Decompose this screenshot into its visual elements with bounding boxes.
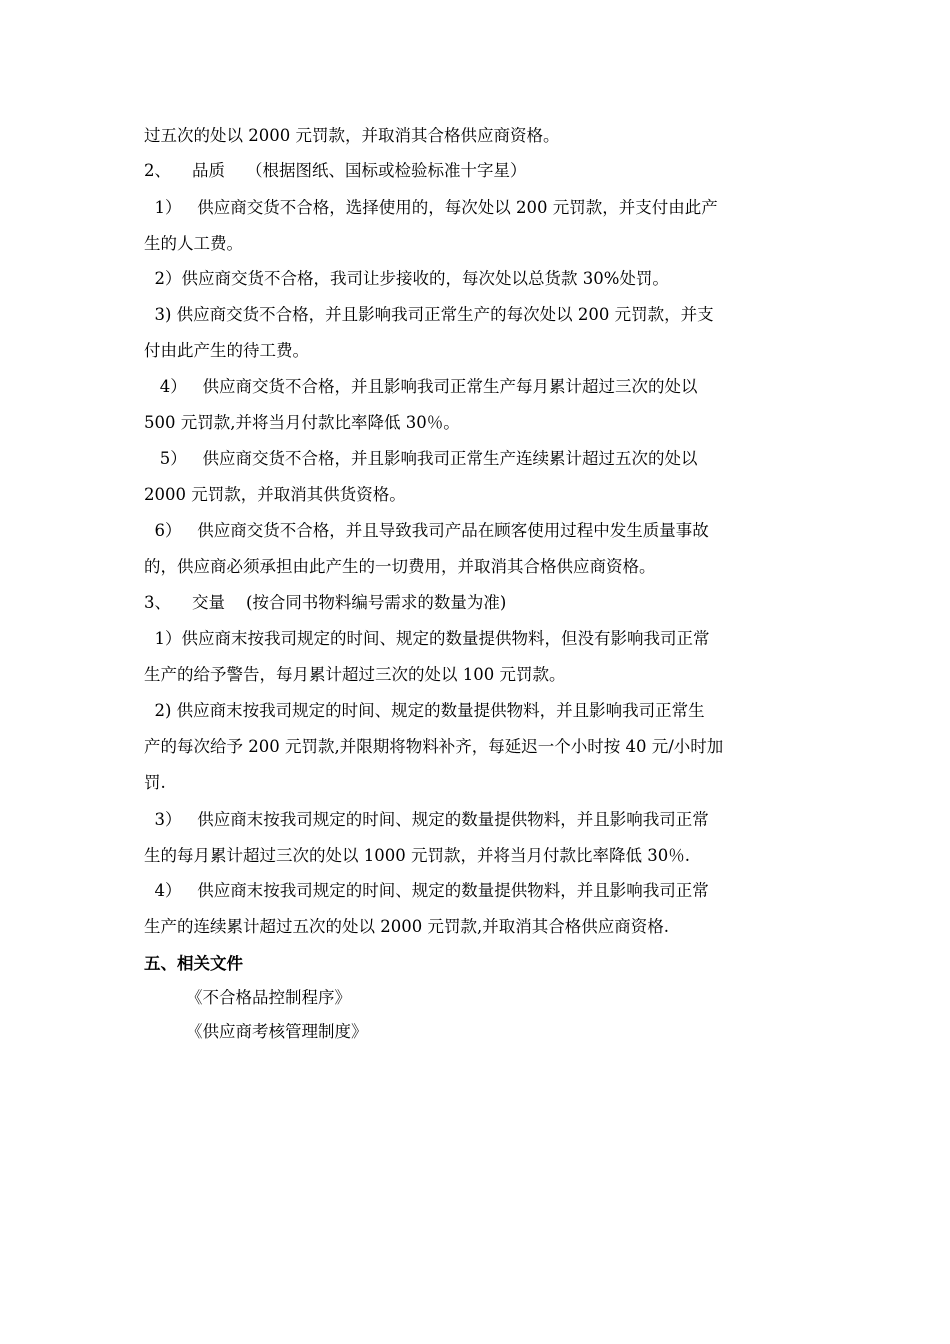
section-2-heading: 2、 品质 （根据图纸、国标或检验标准十字星） <box>144 161 527 180</box>
text-line: 3） 供应商末按我司规定的时间、规定的数量提供物料，并且影响我司正常 <box>144 810 709 829</box>
text-line: 4） 供应商末按我司规定的时间、规定的数量提供物料，并且影响我司正常 <box>144 881 709 900</box>
text-line: 罚. <box>144 773 166 792</box>
text-line: 的，供应商必须承担由此产生的一切费用，并取消其合格供应商资格。 <box>144 557 656 576</box>
section-3-heading: 3、 交量 (按合同书物料编号需求的数量为准) <box>144 593 507 612</box>
related-doc-1: 《不合格品控制程序》 <box>144 988 351 1007</box>
text-line: 500 元罚款,并将当月付款比率降低 30％。 <box>144 413 460 432</box>
text-line: 生的人工费。 <box>144 234 243 253</box>
text-line: 生产的连续累计超过五次的处以 2000 元罚款,并取消其合格供应商资格. <box>144 917 669 936</box>
text-line: 付由此产生的待工费。 <box>144 341 309 360</box>
text-line: 生产的给予警告，每月累计超过三次的处以 100 元罚款。 <box>144 665 566 684</box>
text-line: 1）供应商末按我司规定的时间、规定的数量提供物料，但没有影响我司正常 <box>144 629 710 648</box>
text-line: 2）供应商交货不合格，我司让步接收的，每次处以总货款 30%处罚。 <box>144 269 669 288</box>
related-doc-2: 《供应商考核管理制度》 <box>144 1022 368 1041</box>
text-line: 产的每次给予 200 元罚款,并限期将物料补齐，每延迟一个小时按 40 元/小时加 <box>144 737 724 756</box>
text-line: 2) 供应商末按我司规定的时间、规定的数量提供物料，并且影响我司正常生 <box>144 701 705 720</box>
text-line: 1） 供应商交货不合格，选择使用的，每次处以 200 元罚款，并支付由此产 <box>144 198 718 217</box>
text-line: 6） 供应商交货不合格，并且导致我司产品在顾客使用过程中发生质量事故 <box>144 521 709 540</box>
text-line: 3) 供应商交货不合格，并且影响我司正常生产的每次处以 200 元罚款，并支 <box>144 305 714 324</box>
section-5-heading: 五、相关文件 <box>144 954 243 973</box>
text-line: 5） 供应商交货不合格，并且影响我司正常生产连续累计超过五次的处以 <box>144 449 698 468</box>
text-line: 生的每月累计超过三次的处以 1000 元罚款，并将当月付款比率降低 30％. <box>144 846 690 865</box>
text-line: 2000 元罚款，并取消其供货资格。 <box>144 485 406 504</box>
text-line: 过五次的处以 2000 元罚款，并取消其合格供应商资格。 <box>144 126 560 145</box>
text-line: 4） 供应商交货不合格，并且影响我司正常生产每月累计超过三次的处以 <box>144 377 698 396</box>
